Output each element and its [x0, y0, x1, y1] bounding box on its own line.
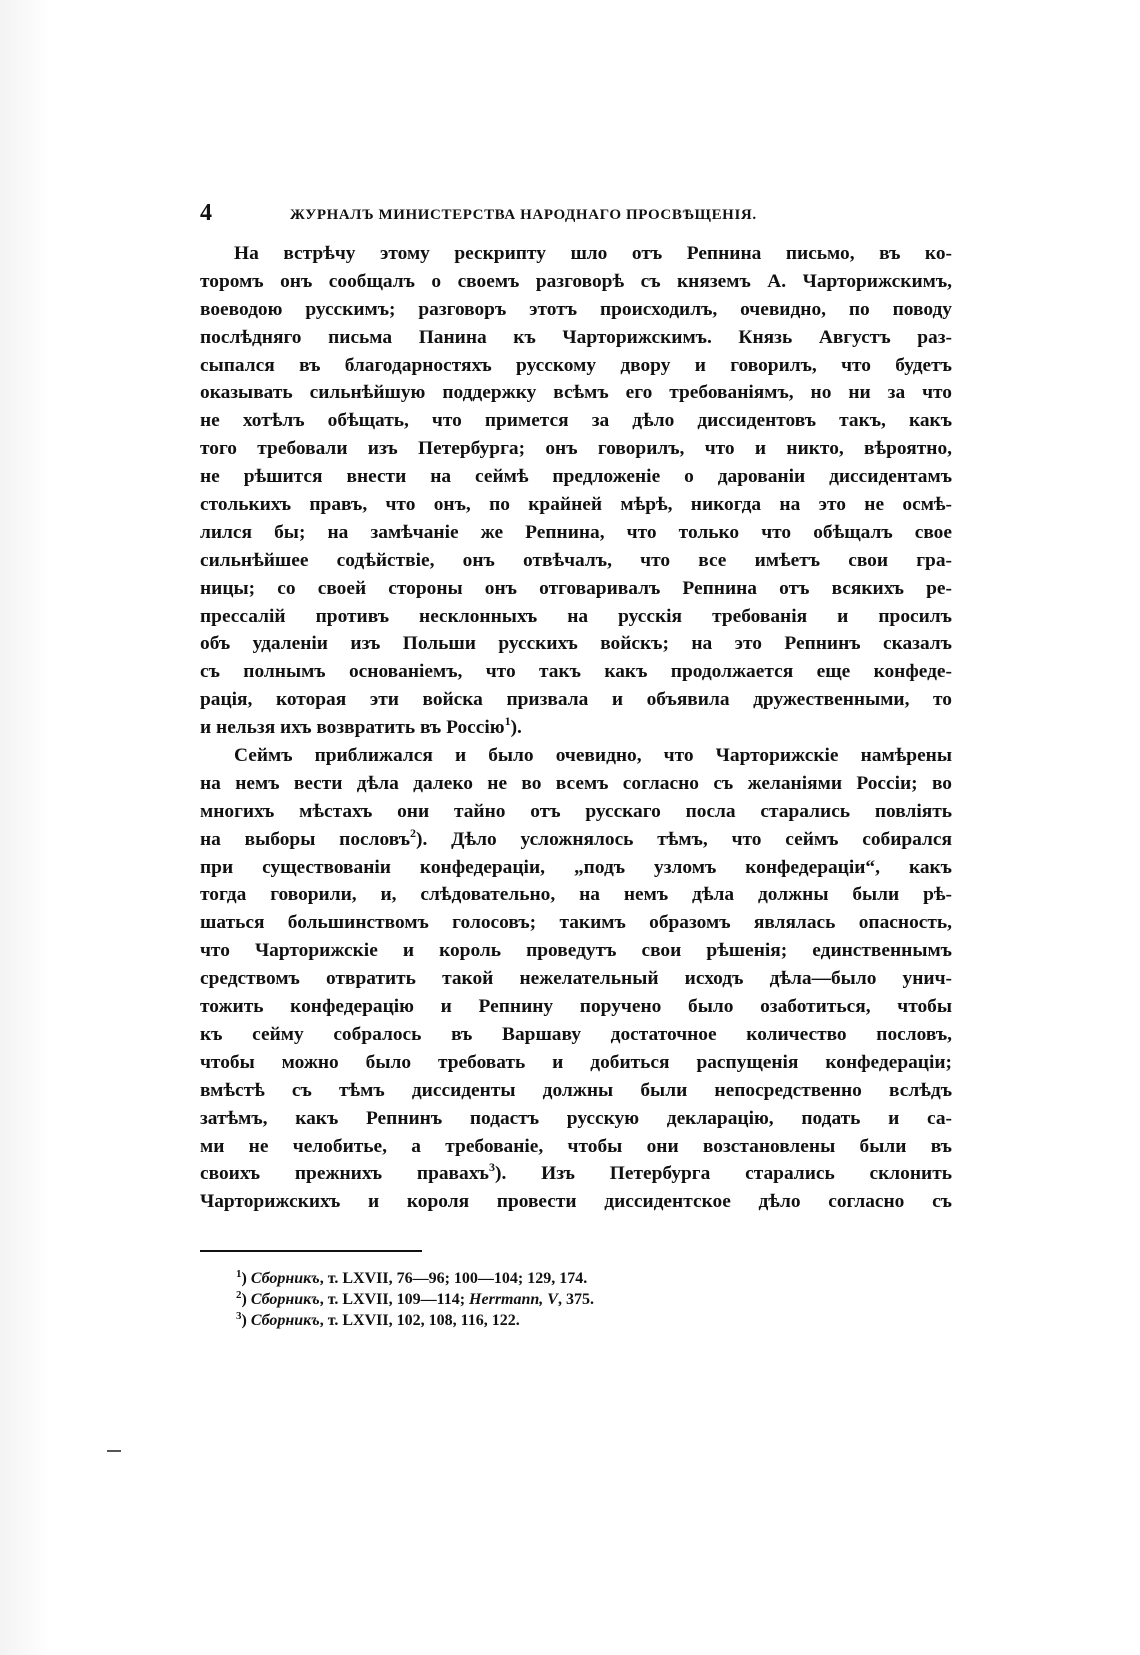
text-line [200, 826, 952, 854]
running-title: ЖУРНАЛЪ МИНИСТЕРСТВА НАРОДНАГО ПРОСВѢЩЕНІЯ. [290, 207, 757, 223]
footnotes [200, 1268, 952, 1331]
text-line: тожить конфедерацію и Репнину поручено было озаботиться, чтобы [200, 996, 952, 1018]
footnote-mark: 3 [236, 1310, 242, 1323]
text-line: шаться большинствомъ голосовъ; такимъ образомъ являлась опасность, [200, 912, 952, 934]
paragraph-1 [200, 240, 952, 742]
book-page [200, 196, 952, 1331]
footnote-ref-1[interactable]: 1 [504, 714, 511, 729]
footnote-3: $^3$) Сборникъ, т. LXVII, 102, 108, 116, 122. [236, 1310, 520, 1330]
text-line: чтобы можно было требовать и добиться распущенія конфедераціи; [200, 1051, 952, 1073]
text-line: что Чарторижскіе и король проведутъ свои рѣшенія; единственнымъ [200, 940, 952, 962]
footnote-2: $^2$) Сборникъ, т. LXVII, 109—114; Herrmann, V, 375. [236, 1289, 594, 1309]
footnote-mark: 1 [236, 1268, 242, 1281]
text-line: при существованіи конфедераціи, „подъ узломъ конфедераціи“, какъ [200, 856, 952, 878]
footnote-source: Сборникъ [250, 1270, 320, 1288]
text-line: На встрѣчу этому рескрипту шло отъ Репнина письмо, въ ко- [234, 243, 952, 264]
text-line: воеводою русскимъ; разговоръ этотъ происходилъ, очевидно, по поводу [200, 298, 952, 320]
text-line: того требовали изъ Петербурга; онъ говорилъ, что и никто, вѣроятно, [200, 438, 952, 460]
footnote-text: , т. LXVII, 102, 108, 116, 122. [319, 1312, 520, 1330]
text-line: оказывать сильнѣйшую поддержку всѣмъ его требованіямъ, но ни за что [200, 382, 952, 404]
text-line: ми не челобитье, а требованіе, чтобы они возстановлены были въ [200, 1135, 952, 1157]
text-line: не хотѣлъ обѣщать, что примется за дѣло диссидентовъ такъ, какъ [200, 410, 952, 432]
text-line: торомъ онъ сообщалъ о своемъ разговорѣ съ княземъ А. Чарторижскимъ, [200, 270, 952, 292]
text-line: сильнѣйшее содѣйствіе, онъ отвѣчалъ, что все имѣетъ свои гра- [200, 549, 952, 571]
text-fragment: на выборы пословъ [200, 828, 411, 850]
footnote-text: , т. LXVII, 76—96; 100—104; 129, 174. [319, 1270, 588, 1288]
text-line: послѣдняго письма Панина къ Чарторижскимъ. Князь Августъ раз- [200, 326, 952, 348]
text-line: лился бы; на замѣчаніе же Репнина, что только что обѣщалъ свое [200, 521, 952, 543]
text-line: не рѣшится внести на сеймѣ предложеніе о дарованіи диссидентамъ [200, 466, 952, 488]
paragraph-2 [200, 742, 952, 1216]
text-line: къ сейму собралось въ Варшаву достаточное количество пословъ, [200, 1023, 952, 1045]
text-fragment: ). [510, 717, 522, 739]
footnote-source: Сборникъ [250, 1312, 320, 1330]
scan-margin-shade [0, 0, 50, 1655]
footnote-ref-3[interactable]: 3 [489, 1160, 495, 1175]
text-fragment: ). Дѣло усложнялось тѣмъ, что сеймъ собирался [416, 828, 953, 850]
text-line: многихъ мѣстахъ они тайно отъ русскаго посла старались повліять [200, 800, 952, 822]
text-line: сыпался въ благодарностяхъ русскому двору и говорилъ, что будетъ [200, 354, 952, 376]
footnote-1: $^1$) Сборникъ, т. LXVII, 76—96; 100—104; 129, 174. [236, 1268, 588, 1288]
footnote-ref-2[interactable]: 2 [410, 825, 417, 840]
page-number: 4 [200, 200, 212, 226]
text-line: столькихъ правъ, что онъ, по крайней мѣрѣ, никогда на это не осмѣ- [200, 494, 952, 516]
footnote-source: Herrmann, V [469, 1291, 558, 1309]
text-line: прессалій противъ несклонныхъ на русскія требованія и просилъ [200, 605, 952, 627]
text-line: ницы; со своей стороны онъ отговаривалъ Репнина отъ всякихъ ре- [200, 577, 952, 599]
text-line [200, 1160, 952, 1188]
text-line: вмѣстѣ съ тѣмъ диссиденты должны были непосредственно вслѣдъ [200, 1079, 952, 1101]
text-line: объ удаленіи изъ Польши русскихъ войскъ; на это Репнинъ сказалъ [200, 633, 952, 655]
text-fragment: и нельзя ихъ возвратить въ Россію [200, 717, 505, 739]
footnote-text: , 375. [557, 1291, 594, 1309]
page-header [200, 196, 952, 230]
footnote-source: Сборникъ [250, 1291, 320, 1309]
scan-edge-mark [107, 1450, 121, 1452]
footnote-mark: 2 [236, 1289, 242, 1302]
body-text [200, 240, 952, 1216]
text-line [200, 714, 952, 742]
footnote-divider [200, 1250, 422, 1252]
text-line: затѣмъ, какъ Репнинъ подастъ русскую декларацію, подать и са- [200, 1107, 952, 1129]
text-line: средствомъ отвратить такой нежелательный исходъ дѣла—было унич- [200, 968, 952, 990]
text-line: на немъ вести дѣла далеко не во всемъ согласно съ желаніями Россіи; во [200, 772, 952, 794]
footnote-text: , т. LXVII, 109—114; [319, 1291, 470, 1309]
text-line: рація, которая эти войска призвала и объявила дружественными, то [200, 689, 952, 711]
text-line: съ полнымъ основаніемъ, что такъ какъ продолжается еще конфеде- [200, 661, 952, 683]
text-line: тогда говорили, и, слѣдовательно, на немъ дѣла должны были рѣ- [200, 884, 952, 906]
text-fragment: своихъ прежнихъ правахъ [200, 1163, 489, 1185]
text-line: Сеймъ приближался и было очевидно, что Чарторижскіе намѣрены [234, 745, 952, 767]
text-line: Чарторижскихъ и короля провести диссидентское дѣло согласно съ [200, 1191, 952, 1213]
text-fragment: ). Изъ Петербурга старались склонить [495, 1163, 952, 1185]
